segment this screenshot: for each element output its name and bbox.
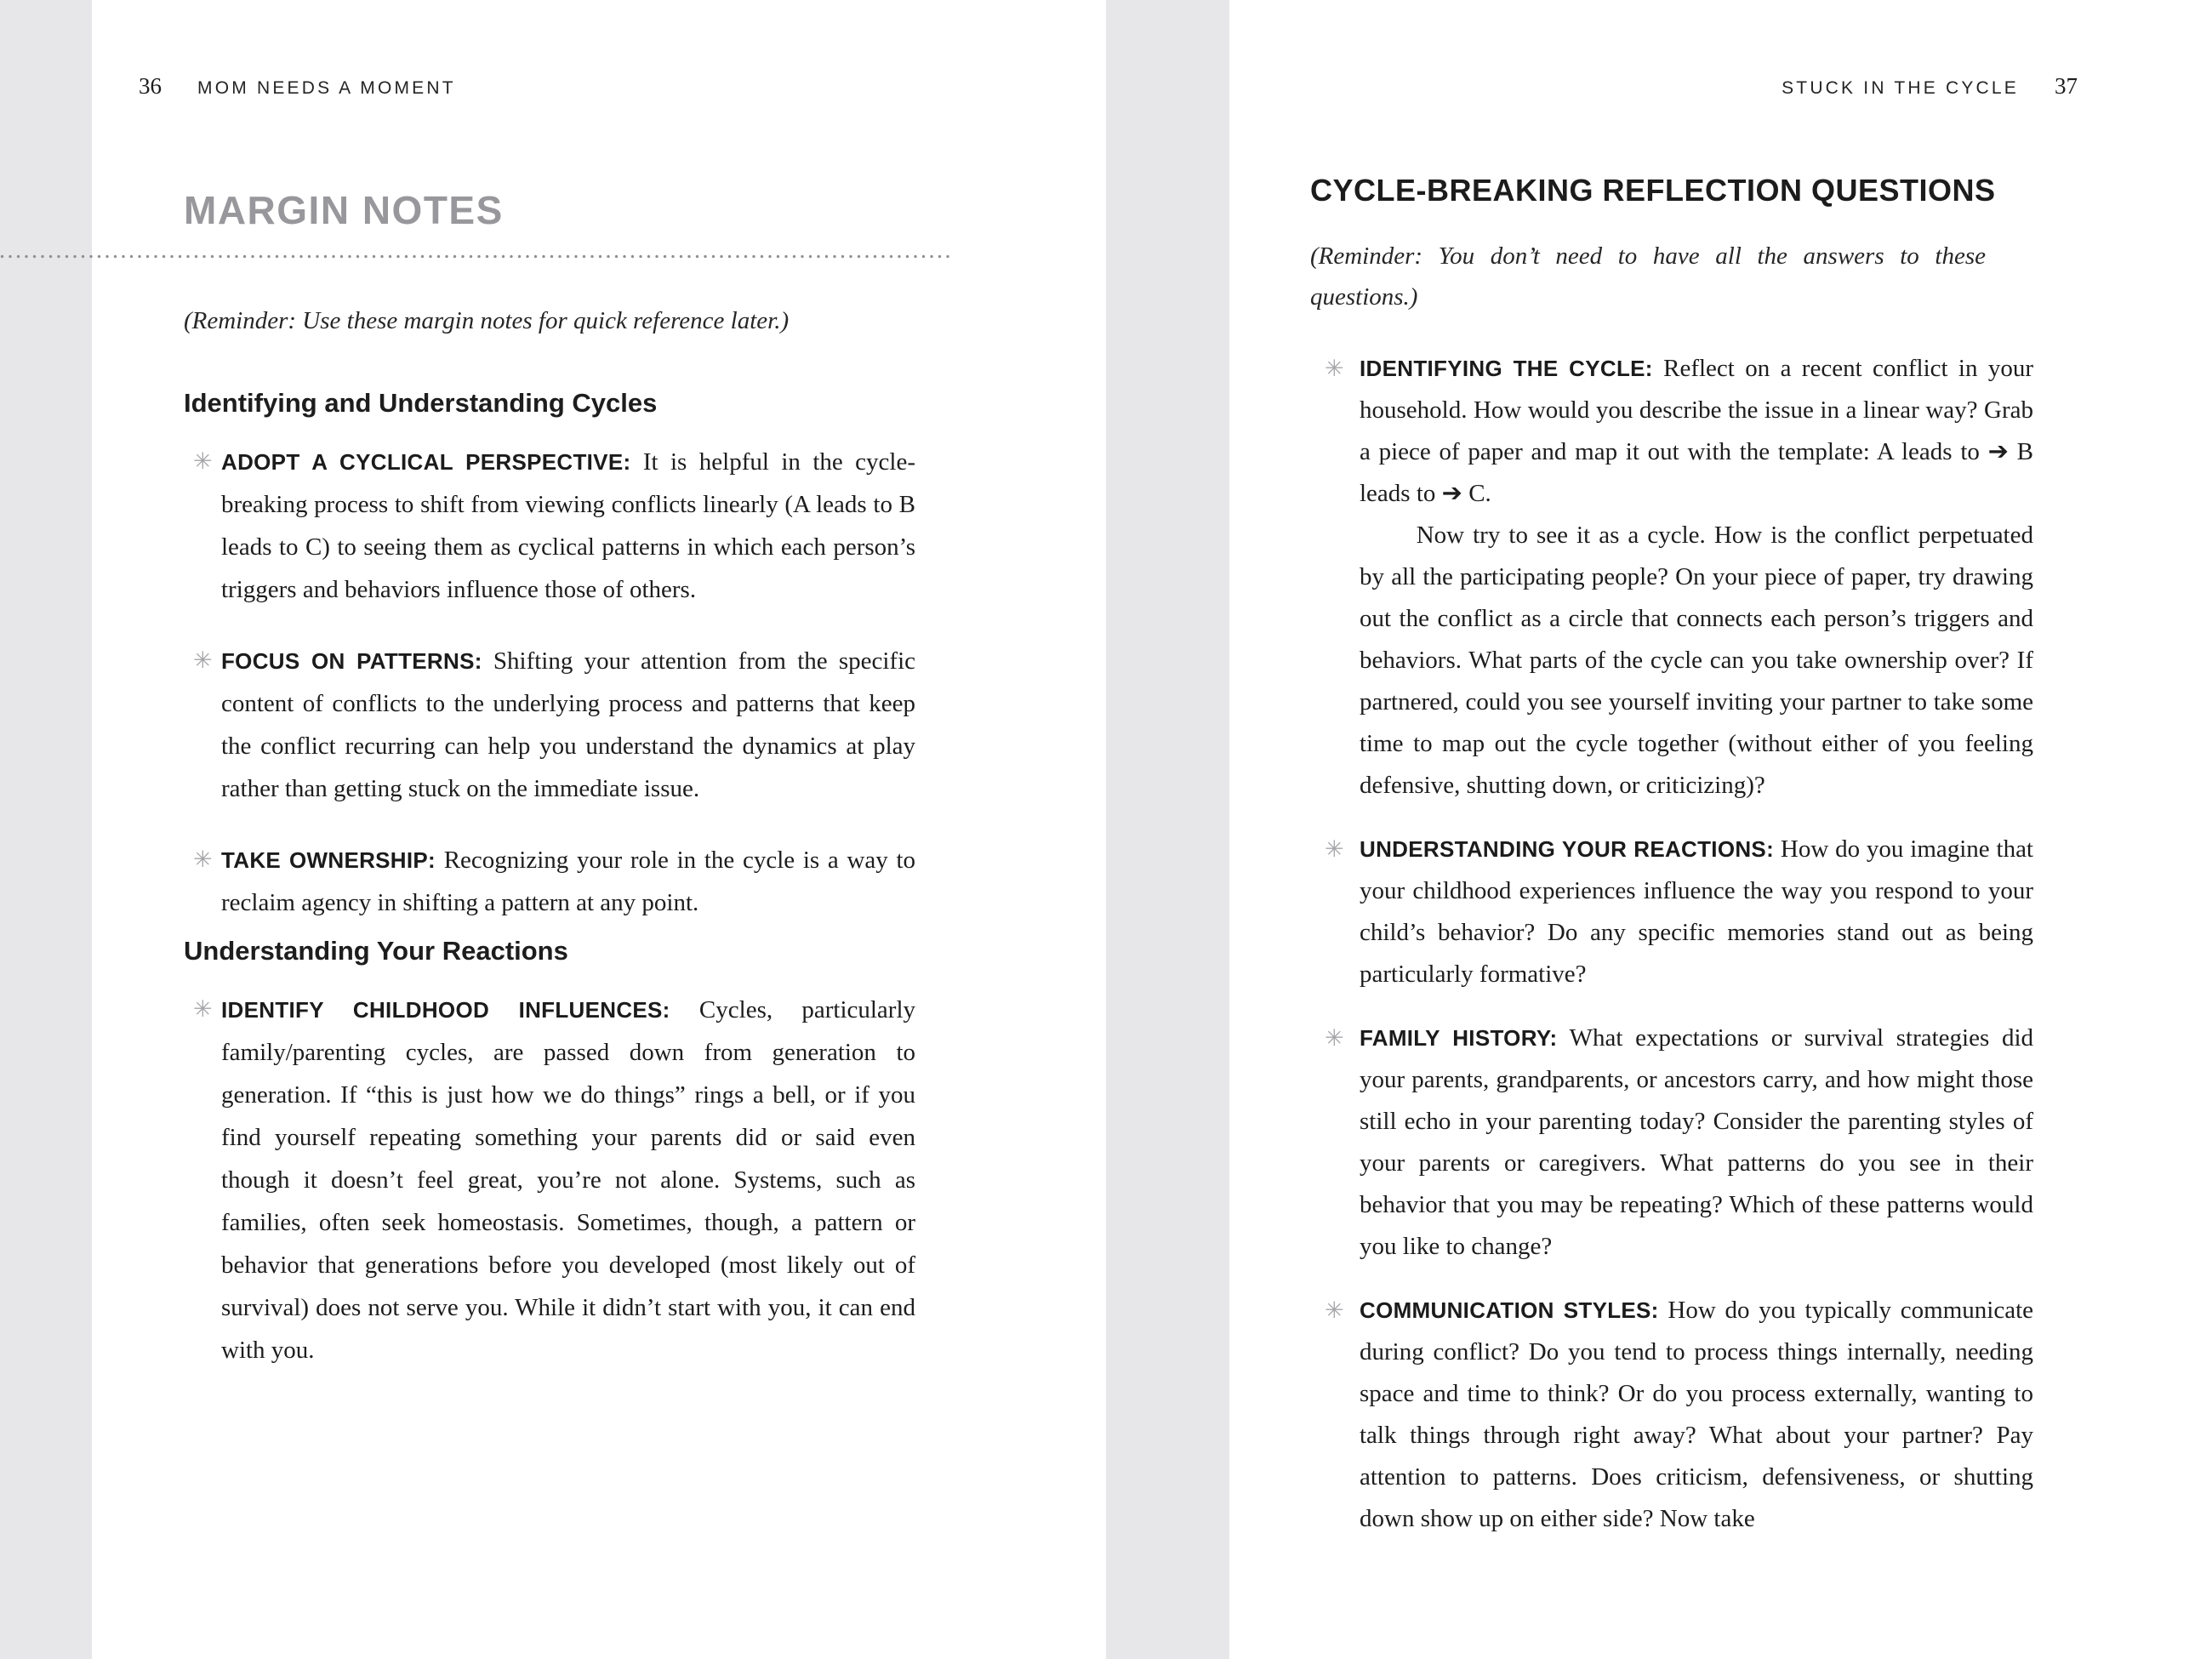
bullet-text: How do you typically communicate during conflict? Do you tend to process things internally, needing space and time to think? Or do you process externally, wanting to talk things through right away? What about your partner? Pay attention to patterns. Does criticism, defensiveness, or shutting down show up on either side? Now take — [1360, 1297, 2033, 1532]
asterisk-bullet-icon: ✳ — [193, 996, 213, 1023]
list-item — [184, 989, 915, 1371]
left-running-title: MOM NEEDS A MOMENT — [197, 78, 456, 98]
bullet-label: TAKE OWNERSHIP: — [221, 847, 436, 873]
left-reminder-note: (Reminder: Use these margin notes for quick reference later.) — [184, 307, 790, 334]
list-item — [1310, 1018, 2033, 1268]
bullet-text: How do you imagine that your childhood experiences influence the way you respond to your child’s behavior? Do any specific memories stand out as being particularly formative? — [1360, 835, 2033, 988]
bullet-paragraph — [1360, 1290, 2033, 1540]
bullet-label: COMMUNICATION STYLES: — [1360, 1297, 1659, 1323]
right-page-body — [1310, 173, 2033, 1562]
bullet-label: FAMILY HISTORY: — [1360, 1025, 1558, 1051]
asterisk-bullet-icon: ✳ — [1325, 836, 1344, 863]
left-section-title: MARGIN NOTES — [184, 188, 504, 232]
bullet-paragraph — [221, 989, 915, 1371]
asterisk-bullet-icon: ✳ — [1325, 1297, 1344, 1324]
bullet-text: What expectations or survival strategies did your parents, grandparents, or ancestors carry, and how might those still echo in your parenting today? Consider the parenting styles of your parents or caregivers. What patterns do you see in their behavior that you may be repeating? Which of these patterns would you like to change? — [1360, 1024, 2033, 1260]
bullet-label: ADOPT A CYCLICAL PERSPECTIVE: — [221, 449, 631, 475]
bullet-paragraph — [1360, 1018, 2033, 1268]
bullet-text: Recognizing your role in the cycle is a way to reclaim agency in shifting a pattern at any point. — [221, 847, 916, 916]
list-item — [1310, 348, 2033, 807]
list-item — [1310, 1290, 2033, 1540]
left-page-number: 36 — [139, 73, 162, 99]
asterisk-bullet-icon: ✳ — [193, 847, 213, 873]
asterisk-bullet-icon: ✳ — [1325, 1025, 1344, 1052]
bullet-label: UNDERSTANDING YOUR REACTIONS: — [1360, 836, 1775, 862]
bullet-paragraph-group — [1360, 348, 2033, 807]
bullet-label: IDENTIFYING THE CYCLE: — [1360, 356, 1653, 381]
subsection-heading-reactions: Understanding Your Reactions — [184, 936, 568, 966]
list-item — [184, 839, 915, 924]
bullet-paragraph-continued: Now try to see it as a cycle. How is the conflict perpetuated by all the participating people? On your piece of paper, try drawing out the conflict as a circle that connects each person’s triggers and behaviors. What parts of the cycle can you take ownership over? If partnered, could you see yourself inviting your partner to take some time to map out the cycle together (without either of you feeling defensive, shutting down, or criticizing)? — [1360, 522, 2033, 799]
bullet-text: Shifting your attention from the specific content of conflicts to the underlying process and patterns that keep the conflict recurring can help you understand the dynamics at play rather than getting stuck on the immediate issue. — [221, 647, 916, 802]
bullet-paragraph — [1360, 829, 2033, 995]
bullet-label: IDENTIFY CHILDHOOD INFLUENCES: — [221, 997, 670, 1023]
right-running-title: STUCK IN THE CYCLE — [1782, 78, 2019, 98]
bullet-label: FOCUS ON PATTERNS: — [221, 648, 482, 674]
asterisk-bullet-icon: ✳ — [193, 448, 213, 475]
dotted-divider — [0, 254, 951, 259]
left-running-header — [139, 73, 456, 100]
list-item — [184, 441, 915, 611]
right-section-title: CYCLE-BREAKING REFLECTION QUESTIONS — [1310, 173, 1996, 208]
asterisk-bullet-icon: ✳ — [1325, 356, 1344, 382]
subsection-heading-cycles: Identifying and Understanding Cycles — [184, 388, 658, 418]
left-page-body — [184, 299, 915, 1400]
list-item — [1310, 829, 2033, 995]
right-reminder-note: (Reminder: You don’t need to have all the answers to these questions.) — [1310, 242, 1986, 311]
left-page-edge-shading — [0, 0, 92, 1659]
bullet-paragraph — [1360, 348, 2033, 515]
list-item — [184, 640, 915, 810]
bullet-paragraph — [221, 640, 915, 810]
spread-gutter-shading — [1106, 0, 1229, 1659]
bullet-text: It is helpful in the cycle-breaking process to shift from viewing conflicts linearly (A leads to B leads to C) to seeing them as cyclical patterns in which each person’s triggers and behaviors influence those of others. — [221, 448, 916, 603]
bullet-paragraph — [221, 839, 915, 924]
bullet-paragraph — [221, 441, 915, 611]
right-running-header — [1782, 73, 2078, 100]
bullet-text: Cycles, particularly family/parenting cycles, are passed down from generation to generation. If “this is just how we do things” rings a bell, or if you find yourself repeating something your parents did or said even though it doesn’t feel great, you’re not alone. Systems, such as families, often seek homeostasis. Sometimes, though, a pattern or behavior that generations before you developed (most likely out of survival) does not serve you. While it didn’t start with you, it can end with you. — [221, 996, 916, 1364]
right-page-number: 37 — [2055, 73, 2078, 99]
bullet-text: Reflect on a recent conflict in your household. How would you describe the issue in a linear way? Grab a piece of paper and map it out with the template: A leads to ➔ B leads to ➔ C. — [1360, 355, 2034, 507]
asterisk-bullet-icon: ✳ — [193, 647, 213, 674]
